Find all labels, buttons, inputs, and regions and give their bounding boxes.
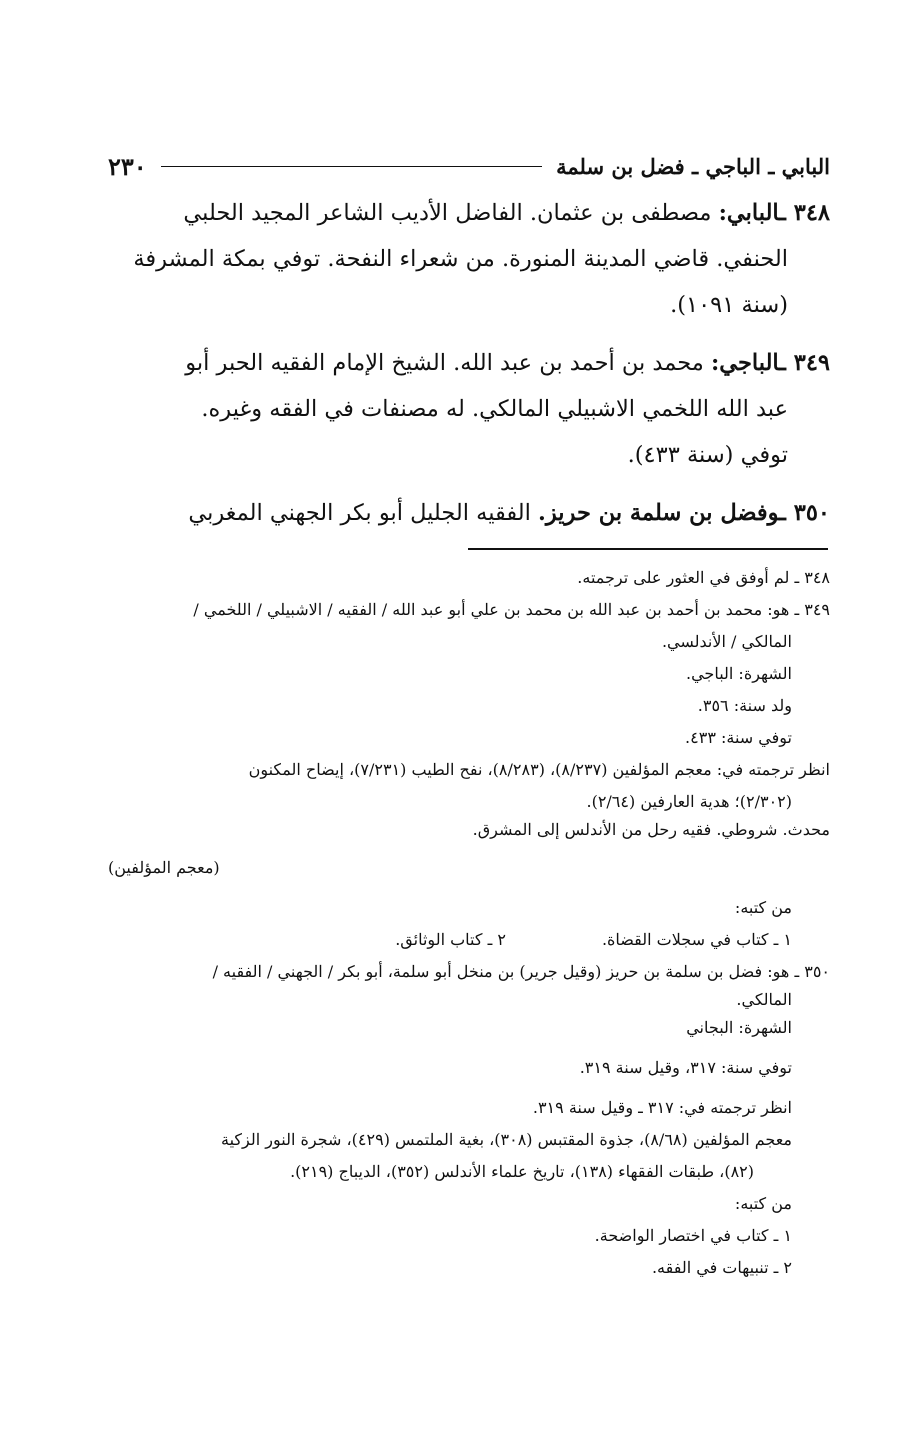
entry-text: الفقيه الجليل أبو بكر الجهني المغربي: [188, 500, 531, 526]
entry-348: [108, 190, 830, 328]
footnote-350-refs2: (٨٢)، طبقات الفقهاء (١٣٨)، تاريخ علماء الأندلس (٣٥٢)، الديباج (٢١٩).: [290, 1162, 754, 1181]
footnote-349-line1: ٣٤٩ ـ هو: محمد بن أحمد بن عبد الله بن محمد بن علي أبو عبد الله / الفقيه / الاشبيلي / اللخمي /: [193, 600, 830, 619]
header-title: البابي ـ الباجي ـ فضل بن سلمة: [556, 153, 830, 179]
entry-first-line: [108, 340, 830, 386]
main-entries: [108, 190, 830, 548]
spacer: [108, 1044, 830, 1052]
footnote-349-died: توفي سنة: ٤٣٣.: [685, 728, 792, 747]
entry-number: ٣٥٠ ـ: [779, 500, 830, 526]
footnotes: [108, 562, 830, 1284]
entry-name: البابي:: [718, 200, 780, 226]
book-item: ٢ ـ تنبيهات في الفقه.: [651, 1258, 792, 1277]
spacer: [108, 884, 830, 892]
footnote-348: ٣٤٨ ـ لم أوفق في العثور على ترجمته.: [577, 568, 830, 587]
spacer: [108, 1084, 830, 1092]
footnote-349-line2: المالكي / الأندلسي.: [661, 632, 792, 651]
entry-349: [108, 340, 830, 478]
footnote-350-refs-label: انظر ترجمته في: ٣١٧ ـ وقيل سنة ٣١٩.: [532, 1098, 792, 1117]
footnote-350-line2: المالكي.: [736, 990, 792, 1009]
footnote-349-books-label: من كتبه:: [734, 898, 792, 917]
entry-text: مصطفى بن عثمان. الفاضل الأديب الشاعر المجيد الحلبي: [183, 200, 712, 226]
book-item: ١ ـ كتاب في سجلات القضاة.: [601, 930, 792, 949]
footnote-350-books-label: من كتبه:: [734, 1194, 792, 1213]
page-number: ٢٣٠: [108, 151, 147, 181]
footnote-350-refs1: معجم المؤلفين (٨/٦٨)، جذوة المقتبس (٣٠٨)، بغية الملتمس (٤٢٩)، شجرة النور الزكية: [220, 1130, 792, 1149]
footnote-350-died: توفي سنة: ٣١٧، وقيل سنة ٣١٩.: [579, 1058, 792, 1077]
entry-first-line: [108, 190, 830, 236]
footnote-349-born: ولد سنة: ٣٥٦.: [697, 696, 792, 715]
entry-number: ٣٤٩ ـ: [779, 350, 830, 376]
header-rule: [161, 166, 542, 167]
entry-text: توفي (سنة ٤٣٣).: [627, 442, 788, 468]
footnote-350-line1: ٣٥٠ ـ هو: فضل بن سلمة بن حريز (وقيل جرير) بن منخل أبو سلمة، أبو بكر / الجهني / الفقيه /: [212, 962, 830, 981]
footnote-separator: [468, 548, 828, 550]
footnote-349-refs2: (٢/٣٠٢)؛ هدية العارفين (٢/٦٤).: [586, 792, 792, 811]
entry-text: الحنفي. قاضي المدينة المنورة. من شعراء النفحة. توفي بمكة المشرفة: [133, 246, 788, 272]
entry-350: [108, 490, 830, 536]
entry-number: ٣٤٨ ـ: [779, 200, 830, 226]
entry-first-line: [108, 490, 830, 536]
entry-name: الباجي:: [710, 350, 780, 376]
footnote-349-desc: محدث. شروطي. فقيه رحل من الأندلس إلى المشرق.: [472, 820, 830, 839]
entry-text: (سنة ١٠٩١).: [670, 292, 788, 318]
book-item: ١ ـ كتاب في اختصار الواضحة.: [594, 1226, 792, 1245]
running-header: [108, 148, 830, 184]
footnote-349-source: (معجم المؤلفين): [108, 858, 220, 877]
entry-text: عبد الله اللخمي الاشبيلي المالكي. له مصنفات في الفقه وغيره.: [201, 396, 788, 422]
footnote-349-books: [108, 924, 830, 956]
entry-name: وفضل بن سلمة بن حريز.: [538, 500, 780, 526]
entry-text: محمد بن أحمد بن عبد الله. الشيخ الإمام الفقيه الحبر أبو: [185, 350, 704, 376]
book-item: ٢ ـ كتاب الوثائق.: [395, 930, 506, 949]
footnote-349-fame: الشهرة: الباجي.: [686, 664, 792, 683]
footnote-349-refs1: انظر ترجمته في: معجم المؤلفين (٨/٢٣٧)، (٨/٢٨٣)، نفح الطيب (٧/٢٣١)، إيضاح المكنون: [248, 760, 830, 779]
footnote-350-fame: الشهرة: البجاني: [686, 1018, 792, 1037]
